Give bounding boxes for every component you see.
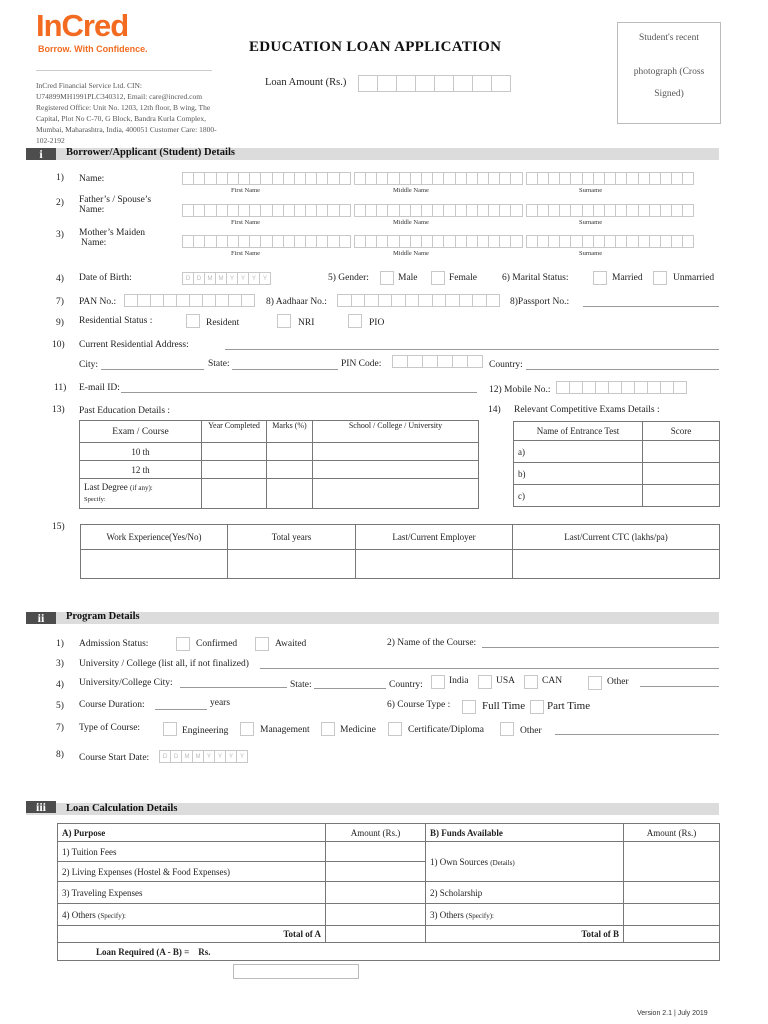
char-box[interactable] (378, 294, 393, 307)
state-label: State: (208, 359, 230, 369)
exam-row-label: a) (514, 441, 643, 463)
char-box[interactable] (124, 294, 138, 307)
india-label: India (449, 676, 469, 686)
char-box[interactable] (582, 381, 596, 394)
certificate-checkbox[interactable] (388, 722, 402, 736)
work-header: Work Experience(Yes/No) (81, 525, 228, 550)
char-box[interactable] (407, 355, 423, 368)
male-label: Male (398, 273, 418, 283)
date-char-box[interactable]: D (159, 750, 171, 763)
admission-label: Admission Status: (79, 639, 149, 649)
univ-city-line[interactable] (180, 687, 287, 688)
edu-cell[interactable] (313, 461, 479, 479)
own-sources-label: 1) Own Sources (430, 856, 488, 867)
other-country-line[interactable] (640, 686, 719, 687)
date-char-box[interactable]: Y (236, 750, 248, 763)
specify-label: Specify: (84, 496, 106, 503)
resident-label: Resident (206, 318, 240, 328)
india-checkbox[interactable] (431, 675, 445, 689)
num-2: 2) (56, 198, 64, 208)
surname-hint: Surname (579, 187, 603, 194)
country-label: Country: (489, 360, 523, 370)
first-name-hint: First Name (231, 250, 261, 257)
exam-score-cell[interactable] (643, 485, 720, 507)
part-time-label: Part Time (547, 700, 591, 712)
female-label: Female (449, 273, 477, 283)
nri-label: NRI (298, 318, 315, 328)
photo-line-2: photograph (Cross (633, 67, 705, 77)
gender-label: 5) Gender: (328, 273, 369, 283)
name-boxes[interactable] (182, 172, 693, 185)
dob-label: Date of Birth: (79, 273, 132, 283)
passport-line[interactable] (583, 306, 719, 307)
date-char-box[interactable]: Y (203, 750, 215, 763)
others-a-label: 4) Others (62, 909, 96, 920)
char-box[interactable] (467, 355, 483, 368)
mobile-boxes[interactable] (556, 381, 686, 394)
start-date-boxes[interactable] (159, 750, 247, 763)
work-experience-table (80, 524, 720, 579)
rs-label: Rs. (198, 946, 211, 957)
char-box[interactable] (339, 204, 351, 217)
own-sources-cell (426, 842, 624, 882)
date-char-box[interactable]: M (215, 272, 227, 285)
work-header: Total years (228, 525, 356, 550)
char-box[interactable] (391, 294, 406, 307)
country-label: Country: (389, 680, 423, 690)
surname-hint: Surname (579, 219, 603, 226)
mother-label (79, 228, 145, 248)
usa-label: USA (496, 676, 516, 686)
brand-logo: InCred (36, 8, 129, 43)
char-box[interactable] (137, 294, 151, 307)
amount-header: Amount (Rs.) (624, 824, 720, 842)
unmarried-label: Unmarried (673, 273, 715, 283)
exams-table (513, 421, 720, 507)
duration-line[interactable] (155, 709, 207, 710)
other-label: Other (607, 677, 629, 687)
pan-label: PAN No.: (79, 297, 117, 307)
part-time-checkbox[interactable] (530, 700, 544, 714)
char-box[interactable] (432, 294, 447, 307)
edu-cell[interactable] (202, 461, 267, 479)
char-box[interactable] (445, 294, 460, 307)
exam-header: Name of Entrance Test (514, 422, 643, 441)
father-label-line1: Father’s / Spouse’s (79, 195, 152, 205)
state-line[interactable] (232, 369, 338, 370)
amount-header: Amount (Rs.) (326, 824, 426, 842)
char-box[interactable] (486, 294, 501, 307)
amount-cell[interactable] (326, 882, 426, 904)
others-a-row (58, 904, 326, 926)
father-label (79, 195, 151, 215)
char-box[interactable] (634, 381, 648, 394)
university-line[interactable] (260, 668, 719, 669)
living-expenses-row: 2) Living Expenses (Hostel & Food Expenses) (58, 862, 326, 882)
traveling-expenses-row: 3) Traveling Expenses (58, 882, 326, 904)
edu-cell[interactable] (267, 443, 313, 461)
header-divider (36, 70, 212, 71)
section-num-2: ii (26, 612, 56, 624)
univ-city-label: University/College City: (79, 678, 173, 688)
country-line[interactable] (526, 369, 719, 370)
mother-label-line2: Name: (81, 238, 107, 248)
date-char-box[interactable]: Y (248, 272, 260, 285)
last-degree-cell (80, 479, 202, 509)
medicine-checkbox[interactable] (321, 722, 335, 736)
num-1: 1) (56, 639, 64, 649)
exam-score-cell[interactable] (643, 441, 720, 463)
char-box[interactable] (647, 381, 661, 394)
course-name-line[interactable] (482, 647, 719, 648)
date-char-box[interactable]: M (181, 750, 193, 763)
char-box[interactable] (510, 204, 522, 217)
edu-header: Exam / Course (80, 421, 202, 443)
num-8: 8) (56, 750, 64, 760)
aadhaar-label: 8) Aadhaar No.: (266, 297, 327, 307)
char-box[interactable] (569, 381, 583, 394)
other-type-label: Other (520, 726, 542, 736)
num-3: 3) (56, 659, 64, 669)
num-4: 4) (56, 680, 64, 690)
engineering-checkbox[interactable] (163, 722, 177, 736)
char-box[interactable] (163, 294, 177, 307)
date-char-box[interactable]: Y (237, 272, 249, 285)
usa-checkbox[interactable] (478, 675, 492, 689)
other-type-checkbox[interactable] (500, 722, 514, 736)
years-label: years (210, 698, 231, 708)
loan-required-row (58, 943, 720, 961)
num-10: 10) (52, 340, 65, 350)
num-15: 15) (52, 522, 65, 532)
char-box[interactable] (510, 235, 522, 248)
purpose-header: A) Purpose (58, 824, 326, 842)
char-box[interactable] (228, 294, 242, 307)
confirmed-label: Confirmed (196, 639, 238, 649)
num-14: 14) (488, 405, 501, 415)
edu-cell[interactable] (202, 479, 267, 509)
duration-label: Course Duration: (79, 700, 145, 710)
num-1: 1) (56, 173, 64, 183)
education-table (79, 420, 479, 509)
loan-required-input[interactable] (233, 964, 359, 979)
scholarship-row: 2) Scholarship (426, 882, 624, 904)
date-char-box[interactable]: M (204, 272, 216, 285)
char-box[interactable] (337, 294, 352, 307)
pio-checkbox[interactable] (348, 314, 362, 328)
section-num-3: iii (26, 801, 56, 813)
awaited-label: Awaited (275, 639, 307, 649)
full-time-label: Full Time (482, 700, 526, 712)
own-sources-details: (Details) (490, 858, 515, 867)
amount-cell[interactable] (326, 842, 426, 862)
edu-cell[interactable] (313, 443, 479, 461)
date-char-box[interactable]: Y (225, 750, 237, 763)
char-box[interactable] (682, 204, 694, 217)
num-7: 7) (56, 723, 64, 733)
char-box[interactable] (472, 294, 487, 307)
amount-cell[interactable] (624, 842, 720, 882)
amount-cell[interactable] (624, 904, 720, 926)
total-b-cell[interactable] (624, 926, 720, 943)
father-name-boxes[interactable] (182, 204, 693, 217)
photo-box[interactable] (617, 22, 721, 124)
work-cell[interactable] (228, 550, 356, 579)
char-box[interactable] (418, 294, 433, 307)
email-line[interactable] (121, 392, 477, 393)
photo-line-3: Signed) (654, 89, 684, 99)
passport-label: 8)Passport No.: (510, 297, 570, 307)
date-char-box[interactable]: D (182, 272, 194, 285)
page-title: EDUCATION LOAN APPLICATION (249, 39, 502, 55)
city-line[interactable] (101, 369, 204, 370)
char-box[interactable] (621, 381, 635, 394)
char-box[interactable] (422, 355, 438, 368)
other-type-line[interactable] (555, 734, 719, 735)
loan-calc-table (57, 823, 720, 961)
char-box[interactable] (339, 172, 351, 185)
edu-cell[interactable] (202, 443, 267, 461)
course-name-label: 2) Name of the Course: (387, 638, 477, 648)
section-title-3: Loan Calculation Details (66, 803, 178, 814)
exam-row-label: c) (514, 485, 643, 507)
work-cell[interactable] (356, 550, 513, 579)
first-name-hint: First Name (231, 187, 261, 194)
char-box[interactable] (339, 235, 351, 248)
funds-header: B) Funds Available (426, 824, 624, 842)
char-box[interactable] (452, 355, 468, 368)
email-label: E-mail ID: (79, 383, 120, 393)
date-char-box[interactable]: Y (214, 750, 226, 763)
pin-boxes[interactable] (392, 355, 482, 368)
management-label: Management (260, 725, 310, 735)
if-any-label: (if any): (129, 484, 153, 492)
exam-header: Score (643, 422, 720, 441)
char-box[interactable] (556, 381, 570, 394)
others-b-specify: (Specify): (466, 911, 494, 920)
first-name-hint: First Name (231, 219, 261, 226)
amount-cell[interactable] (624, 882, 720, 904)
others-b-label: 3) Others (430, 909, 464, 920)
char-box[interactable] (682, 172, 694, 185)
char-box[interactable] (459, 294, 474, 307)
edu-header: Marks (%) (267, 421, 313, 443)
char-box[interactable] (150, 294, 164, 307)
name-label: Name: (79, 174, 105, 184)
full-time-checkbox[interactable] (462, 700, 476, 714)
exam-row-label: b) (514, 463, 643, 485)
date-char-box[interactable]: M (192, 750, 204, 763)
work-cell[interactable] (513, 550, 720, 579)
pin-label: PIN Code: (341, 359, 382, 369)
residential-label: Residential Status : (79, 316, 153, 326)
edu-row-label: 12 th (80, 461, 202, 479)
dob-boxes[interactable] (182, 272, 270, 285)
edu-header: School / College / University (313, 421, 479, 443)
num-7: 7) (56, 297, 64, 307)
exams-label: Relevant Competitive Exams Details : (514, 405, 660, 415)
male-checkbox[interactable] (380, 271, 394, 285)
total-b-label: Total of B (426, 926, 624, 943)
section-title-2: Program Details (66, 611, 140, 622)
medicine-label: Medicine (340, 725, 376, 735)
other-country-checkbox[interactable] (588, 676, 602, 690)
married-label: Married (612, 273, 643, 283)
char-box[interactable] (364, 294, 379, 307)
female-checkbox[interactable] (431, 271, 445, 285)
brand-tagline: Borrow. With Confidence. (38, 44, 148, 54)
work-header: Last/Current Employer (356, 525, 513, 550)
tuition-fees-row: 1) Tuition Fees (58, 842, 326, 862)
state-line[interactable] (314, 688, 386, 689)
university-label: University / College (list all, if not finalized) (79, 659, 249, 669)
can-checkbox[interactable] (524, 675, 538, 689)
date-char-box[interactable]: Y (259, 272, 271, 285)
num-4: 4) (56, 274, 64, 284)
mobile-label: 12) Mobile No.: (489, 385, 551, 395)
char-box[interactable] (351, 294, 366, 307)
char-box[interactable] (595, 381, 609, 394)
char-box[interactable] (392, 355, 408, 368)
surname-hint: Surname (579, 250, 603, 257)
past-edu-label: Past Education Details : (79, 406, 171, 416)
total-a-label: Total of A (58, 926, 326, 943)
char-box[interactable] (189, 294, 203, 307)
edu-header: Year Completed (202, 421, 267, 443)
address-label: Current Residential Address: (79, 340, 189, 350)
work-header: Last/Current CTC (lakhs/pa) (513, 525, 720, 550)
date-char-box[interactable]: D (193, 272, 205, 285)
char-box[interactable] (682, 235, 694, 248)
num-5: 5) (56, 701, 64, 711)
others-a-specify: (Specify): (98, 911, 126, 920)
char-box[interactable] (608, 381, 622, 394)
pio-label: PIO (369, 318, 385, 328)
married-checkbox[interactable] (593, 271, 607, 285)
num-9: 9) (56, 318, 64, 328)
company-address: InCred Financial Service Ltd. CIN: U74899MH1991PLC340312, Email: care@incred.com Registered Office: Unit No. 1203, 12th floor, B wing, The Capital, Plot No C-70, G Block, Bandra Kurla Complex, Mumbai, Maharashtra, India, 400051 Customer Care: 1800-102-2192 (36, 81, 217, 145)
start-date-label: Course Start Date: (79, 753, 150, 763)
unmarried-checkbox[interactable] (653, 271, 667, 285)
nri-checkbox[interactable] (277, 314, 291, 328)
engineering-label: Engineering (182, 726, 229, 736)
exam-score-cell[interactable] (643, 463, 720, 485)
marital-label: 6) Marital Status: (502, 273, 569, 283)
amount-cell[interactable] (326, 862, 426, 882)
num-3: 3) (56, 230, 64, 240)
char-box[interactable] (176, 294, 190, 307)
char-box[interactable] (437, 355, 453, 368)
loan-required-label: Loan Required (A - B) = (96, 946, 190, 957)
address-line[interactable] (225, 349, 719, 350)
work-cell[interactable] (81, 550, 228, 579)
char-box[interactable] (241, 294, 255, 307)
mother-name-boxes[interactable] (182, 235, 693, 248)
last-degree-label: Last Degree (84, 482, 128, 492)
father-label-line2: Name: (79, 205, 105, 215)
version-label: Version 2.1 | July 2019 (637, 1010, 708, 1017)
char-box[interactable] (405, 294, 420, 307)
awaited-checkbox[interactable] (255, 637, 269, 651)
can-label: CAN (542, 676, 563, 686)
city-label: City: (79, 360, 99, 370)
char-box[interactable] (660, 381, 674, 394)
others-b-row (426, 904, 624, 926)
middle-name-hint: Middle Name (393, 219, 429, 226)
amount-cell[interactable] (326, 904, 426, 926)
date-char-box[interactable]: Y (226, 272, 238, 285)
section-title-1: Borrower/Applicant (Student) Details (66, 147, 235, 158)
loan-amount-boxes[interactable] (358, 75, 510, 92)
middle-name-hint: Middle Name (393, 250, 429, 257)
edu-cell[interactable] (313, 479, 479, 509)
edu-row-label: 10 th (80, 443, 202, 461)
edu-cell[interactable] (267, 461, 313, 479)
state-label: State: (290, 680, 312, 690)
edu-cell[interactable] (267, 479, 313, 509)
num-13: 13) (52, 405, 65, 415)
course-type-of-label: Type of Course: (79, 723, 141, 733)
char-box[interactable] (215, 294, 229, 307)
middle-name-hint: Middle Name (393, 187, 429, 194)
mother-label-line1: Mother’s Maiden (79, 228, 146, 238)
date-char-box[interactable]: D (170, 750, 182, 763)
certificate-label: Certificate/Diploma (408, 725, 484, 735)
resident-checkbox[interactable] (186, 314, 200, 328)
section-num-1: i (26, 148, 56, 160)
loan-amount-label: Loan Amount (Rs.) (265, 77, 347, 88)
confirmed-checkbox[interactable] (176, 637, 190, 651)
management-checkbox[interactable] (240, 722, 254, 736)
char-box[interactable] (510, 172, 522, 185)
total-a-cell[interactable] (326, 926, 426, 943)
course-type-label: 6) Course Type : (387, 700, 451, 710)
pan-boxes[interactable] (124, 294, 254, 307)
char-box[interactable] (673, 381, 687, 394)
aadhaar-boxes[interactable] (337, 294, 499, 307)
char-box[interactable] (202, 294, 216, 307)
photo-line-1: Student's recent (638, 33, 699, 43)
num-11: 11) (54, 383, 67, 393)
